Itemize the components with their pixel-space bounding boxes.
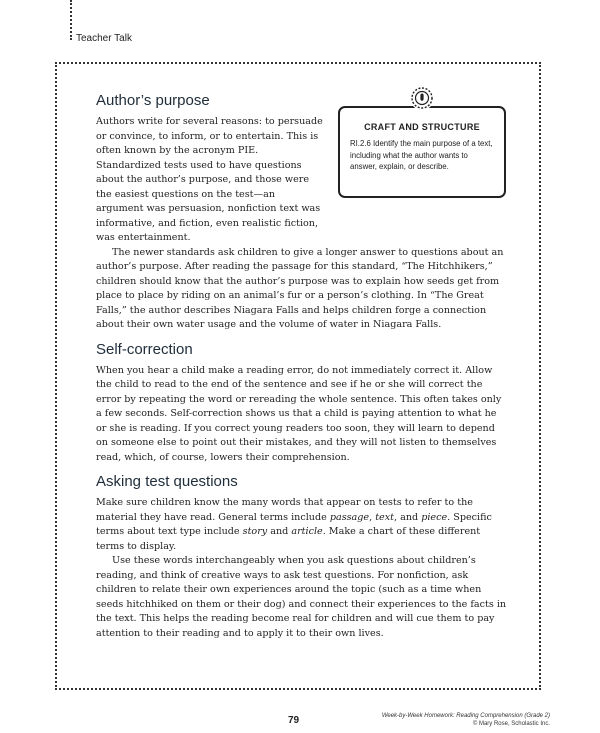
section-label: Teacher Talk xyxy=(76,33,132,44)
paragraph: Make sure children know the many words that appear on tests to refer to the material they have read. General terms include passage, text, and piece. Specific terms about text type include story and article. Make a chart of these different terms to display. xyxy=(96,497,492,552)
paragraph: The newer standards ask children to give a longer answer to questions about an author’s purpose. After reading the passage for this standard, “The Hitchhikers,” children should know that the author’s purpose was to explain how seeds get from place to place by riding on an animal’s fur or a person’s clothing. In “The Great Falls,” the author describes Niagara Falls and helps children forge a connection about their own water usage and the volume of water in Niagara Falls. xyxy=(96,246,504,330)
page-number: 79 xyxy=(288,715,300,726)
section-heading: Author’s purpose xyxy=(96,92,210,109)
paragraph: When you hear a child make a reading error, do not immediately correct it. Allow the child to read to the end of the sentence and see if he or she will correct the error by repeating the word or rereading the whole sentence. This often takes only a few seconds. Self-correction shows us that a child is paying attention to what he or she is reading. If you correct young readers too soon, they will learn to depend on someone else to point out their mistakes, and they will not listen to themselves read, which, of course, lowers their comprehension. xyxy=(96,364,502,463)
footer-credit xyxy=(382,712,550,728)
callout-text: RI.2.6 Identify the main purpose of a text, including what the author wants to answer, explain, or describe. xyxy=(350,139,493,171)
main-content xyxy=(96,92,508,641)
section-heading: Self-correction xyxy=(96,340,193,358)
section-heading: Asking test questions xyxy=(96,473,238,490)
section-asking-test-questions xyxy=(96,473,508,641)
section-authors-purpose xyxy=(96,92,508,333)
callout-title: CRAFT AND STRUCTURE xyxy=(364,122,480,132)
section-self-correction xyxy=(96,341,508,466)
top-dotted-rule xyxy=(70,0,72,40)
paragraph: Use these words interchangeably when you ask questions about children’s reading, and think of creative ways to ask test questions. For nonfiction, ask children to relate their own experiences around the topic (such as a time when seeds hitchhiked on them or their dog) and connect their experiences to the facts in the text. This helps the reading become real for children and will cue them to pay attention to their reading and to apply it to their own lives. xyxy=(96,555,507,639)
credit-line-2: © Mary Rose, Scholastic Inc. xyxy=(472,721,550,727)
paragraph: Authors write for several reasons: to persuade or convince, to inform, or to entertain. This is often known by the acronym PIE. Standardized tests used to have questions about the author’s purpose, and those were the easiest questions on the test—an argument was persuasion, nonfiction text was informative, and fiction, even realistic fiction, was entertainment. xyxy=(96,116,323,243)
credit-line-1: Week-by-Week Homework: Reading Comprehension (Grade 2) xyxy=(381,713,550,719)
